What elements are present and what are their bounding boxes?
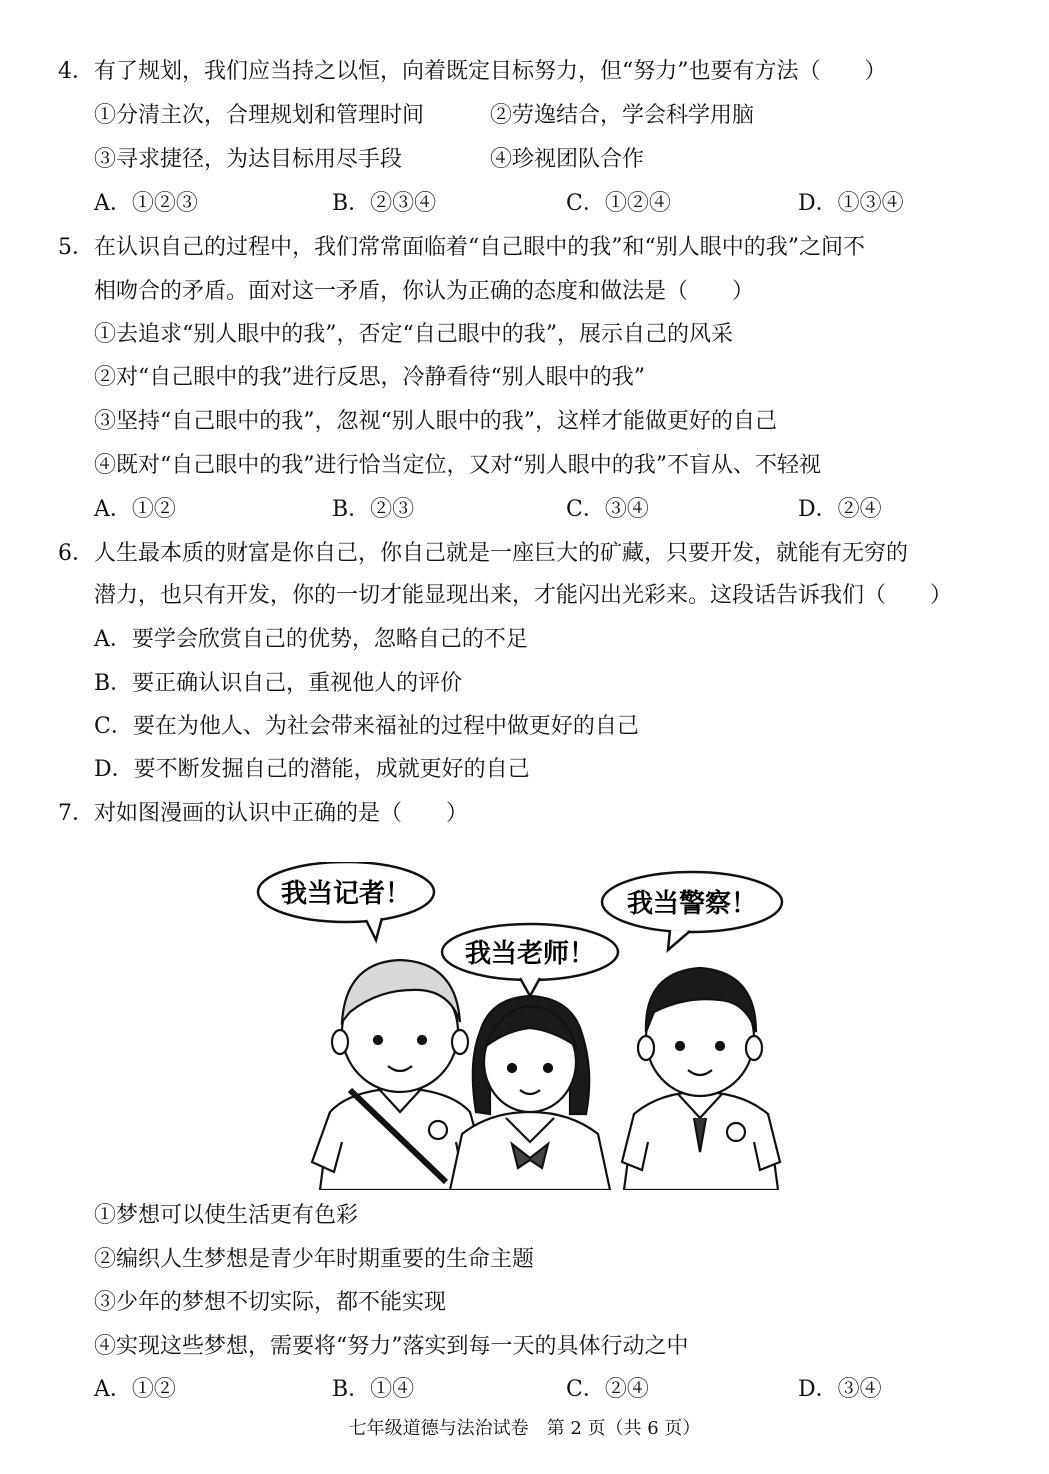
- q7-statement-4: ④实现这些梦想，需要将“努力”落实到每一天的具体行动之中: [94, 1334, 689, 1359]
- girl-teacher-figure: [450, 996, 610, 1190]
- q4-statement-2: ②劳逸结合，学会科学用脑: [490, 103, 755, 128]
- q4-statement-1: ①分清主次，合理规划和管理时间: [94, 103, 425, 128]
- page-footer: 七年级道德与法治试卷 第 2 页（共 6 页）: [348, 1418, 701, 1439]
- q5-choice-b: B．②③: [332, 497, 415, 522]
- q4-choice-a: A．①②③: [94, 191, 198, 216]
- speech-bubble-reporter: [258, 862, 434, 940]
- q5-statement-1: ①去追求“别人眼中的我”，否定“自己眼中的我”，展示自己的风采: [94, 322, 733, 347]
- q6-option-d: D．要不断发掘自己的潜能，成就更好的自己: [94, 757, 530, 782]
- q4-statement-3: ③寻求捷径，为达目标用尽手段: [94, 147, 403, 172]
- q4-statement-4: ④珍视团队合作: [490, 147, 645, 172]
- q5-choice-a: A．①②: [94, 497, 176, 522]
- cartoon-illustration: [250, 862, 790, 1190]
- q7-stem: 7．对如图漫画的认识中正确的是（ ）: [58, 801, 469, 826]
- q7-choice-a: A．①②: [94, 1377, 176, 1402]
- bubble-text-police: 我当警察！: [626, 889, 758, 919]
- bubble-text-teacher: 我当老师！: [464, 939, 596, 969]
- q5-choice-d: D．②④: [798, 497, 882, 522]
- q6-stem-line-2: 潜力，也只有开发，你的一切才能显现出来，才能闪出光彩来。这段话告诉我们（ ）: [94, 583, 953, 608]
- speech-bubble-police: [602, 872, 782, 950]
- q7-choice-d: D．③④: [798, 1377, 882, 1402]
- q5-statement-4: ④既对“自己眼中的我”进行恰当定位，又对“别人眼中的我”不盲从、不轻视: [94, 453, 821, 478]
- q5-stem-line-2: 相吻合的矛盾。面对这一矛盾，你认为正确的态度和做法是（ ）: [94, 279, 755, 304]
- q5-statement-2: ②对“自己眼中的我”进行反思，冷静看待“别人眼中的我”: [94, 365, 645, 390]
- q5-statement-3: ③坚持“自己眼中的我”，忽视“别人眼中的我”，这样才能做更好的自己: [94, 409, 777, 434]
- q7-statement-2: ②编织人生梦想是青少年时期重要的生命主题: [94, 1247, 535, 1272]
- q6-stem-line-1: 6．人生最本质的财富是你自己，你自己就是一座巨大的矿藏，只要开发，就能有无穷的: [58, 541, 909, 566]
- q4-stem: 4．有了规划，我们应当持之以恒，向着既定目标努力，但“努力”也要有方法（ ）: [58, 59, 887, 84]
- q4-choice-c: C．①②④: [566, 191, 671, 216]
- q7-statement-1: ①梦想可以使生活更有色彩: [94, 1203, 359, 1228]
- q5-stem-line-1: 5．在认识自己的过程中，我们常常面临着“自己眼中的我”和“别人眼中的我”之间不: [58, 235, 865, 260]
- q7-statement-3: ③少年的梦想不切实际，都不能实现: [94, 1290, 447, 1315]
- speech-bubble-teacher: [442, 924, 618, 996]
- boy-police-figure: [622, 968, 780, 1190]
- q4-choice-b: B．②③④: [332, 191, 437, 216]
- q7-choice-c: C．②④: [566, 1377, 649, 1402]
- q7-choice-b: B．①④: [332, 1377, 415, 1402]
- q6-option-b: B．要正确认识自己，重视他人的评价: [94, 671, 463, 696]
- q6-option-c: C．要在为他人、为社会带来福祉的过程中做更好的自己: [94, 714, 639, 739]
- q4-choice-d: D．①③④: [798, 191, 904, 216]
- q5-choice-c: C．③④: [566, 497, 649, 522]
- bubble-text-reporter: 我当记者！: [280, 879, 412, 909]
- q6-option-a: A．要学会欣赏自己的优势，忽略自己的不足: [94, 627, 528, 652]
